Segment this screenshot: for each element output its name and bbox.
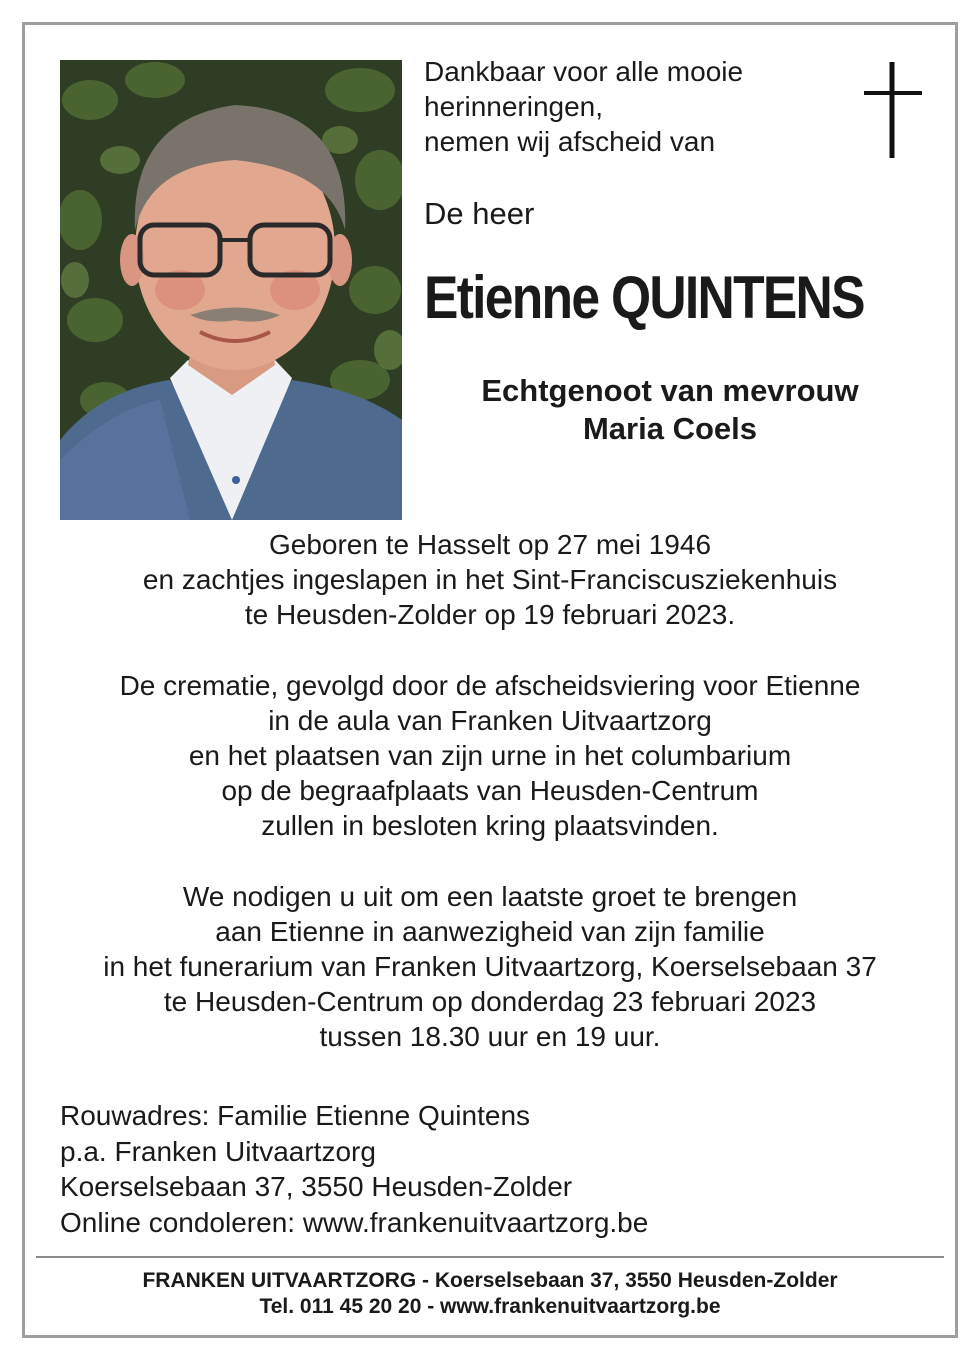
- text-line: te Heusden-Centrum op donderdag 23 februari 2023: [163, 986, 817, 1017]
- address-line: p.a. Franken Uitvaartzorg: [60, 1135, 376, 1167]
- text-line: op de begraafplaats van Heusden-Centrum: [221, 775, 759, 806]
- visitation-paragraph: [30, 879, 950, 1054]
- birth-death-paragraph: [30, 527, 950, 632]
- intro-line: nemen wij afscheid van: [424, 126, 716, 157]
- text-line: zullen in besloten kring plaatsvinden.: [261, 810, 719, 841]
- text-line: en het plaatsen van zijn urne in het columbarium: [188, 740, 792, 771]
- text-line: in de aula van Franken Uitvaartzorg: [268, 705, 712, 736]
- spouse-info: [410, 372, 930, 448]
- intro-text: [424, 54, 743, 159]
- text-line: We nodigen u uit om een laatste groet te brengen: [182, 881, 798, 912]
- spouse-line: Maria Coels: [582, 411, 757, 446]
- spouse-line: Echtgenoot van mevrouw: [481, 373, 859, 408]
- portrait-photo: [60, 60, 402, 520]
- intro-line: herinneringen,: [424, 91, 604, 122]
- intro-line: Dankbaar voor alle mooie: [424, 56, 744, 87]
- text-line: tussen 18.30 uur en 19 uur.: [319, 1021, 661, 1052]
- funeral-home-footer: [30, 1268, 950, 1320]
- mourning-address: [60, 1098, 648, 1240]
- cremation-paragraph: [30, 668, 950, 843]
- condolence-link[interactable]: Online condoleren: www.frankenuitvaartzorg.be: [60, 1206, 649, 1238]
- text-line: in het funerarium van Franken Uitvaartzorg, Koerselsebaan 37: [103, 951, 877, 982]
- address-line: Rouwadres: Familie Etienne Quintens: [60, 1100, 531, 1131]
- text-line: te Heusden-Zolder op 19 februari 2023.: [244, 599, 736, 630]
- deceased-name: Etienne QUINTENS: [424, 264, 864, 331]
- text-line: Geboren te Hasselt op 27 mei 1946: [268, 529, 712, 560]
- footer-line: FRANKEN UITVAARTZORG - Koerselsebaan 37, 3550 Heusden-Zolder: [142, 1269, 838, 1292]
- honorific: De heer: [424, 196, 535, 231]
- footer-line: Tel. 011 45 20 20 - www.frankenuitvaartzorg.be: [259, 1295, 721, 1318]
- divider: [36, 1256, 944, 1258]
- cross-icon: [864, 62, 922, 160]
- address-line: Koerselsebaan 37, 3550 Heusden-Zolder: [60, 1171, 573, 1202]
- text-line: De crematie, gevolgd door de afscheidsviering voor Etienne: [119, 670, 861, 701]
- text-line: aan Etienne in aanwezigheid van zijn familie: [215, 916, 765, 947]
- text-line: en zachtjes ingeslapen in het Sint-Franciscusziekenhuis: [142, 564, 838, 595]
